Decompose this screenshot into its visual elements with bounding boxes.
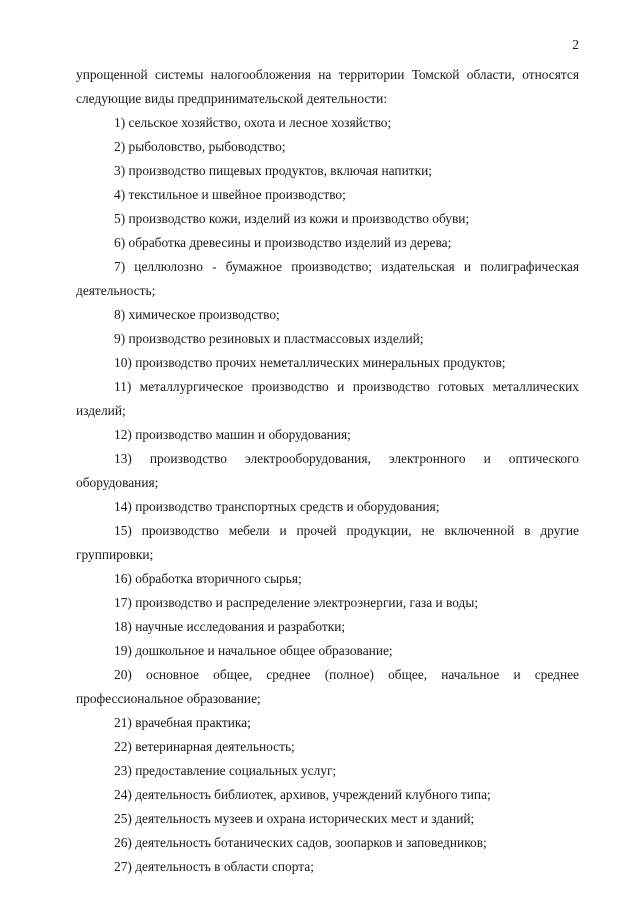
list-item: 7) целлюлозно - бумажное производство; издательская и полиграфическая деятельность; [76, 259, 579, 298]
list-item: 15) производство мебели и прочей продукции, не включенной в другие группировки; [76, 523, 579, 562]
list-item: 13) производство электрооборудования, электронного и оптического оборудования; [76, 451, 579, 490]
list-item: 4) текстильное и швейное производство; [114, 187, 346, 202]
list-item: 1) сельское хозяйство, охота и лесное хозяйство; [114, 115, 392, 130]
list-item: 19) дошкольное и начальное общее образование; [114, 643, 393, 658]
list-item: 26) деятельность ботанических садов, зоопарков и заповедников; [114, 835, 487, 850]
list-item: 11) металлургическое производство и производство готовых металлических изделий; [76, 379, 579, 418]
document-body [76, 63, 579, 879]
list-item: 24) деятельность библиотек, архивов, учреждений клубного типа; [114, 787, 491, 802]
list-item: 6) обработка древесины и производство изделий из дерева; [114, 235, 452, 250]
list-item: 16) обработка вторичного сырья; [114, 571, 302, 586]
list-item: 5) производство кожи, изделий из кожи и производство обуви; [114, 211, 470, 226]
list-item: 23) предоставление социальных услуг; [114, 763, 337, 778]
list-item: 8) химическое производство; [114, 307, 280, 322]
list-item: 3) производство пищевых продуктов, включая напитки; [114, 163, 432, 178]
page-number: 2 [572, 37, 579, 52]
list-item: 21) врачебная практика; [114, 715, 251, 730]
list-item: 27) деятельность в области спорта; [114, 859, 314, 874]
list-item: 14) производство транспортных средств и оборудования; [114, 499, 440, 514]
intro-paragraph: упрощенной системы налогообложения на территории Томской области, относятся следующие виды предпринимательской деятельности: [76, 67, 579, 106]
list-item: 18) научные исследования и разработки; [114, 619, 346, 634]
list-item: 2) рыболовство, рыбоводство; [114, 139, 286, 154]
list-item: 22) ветеринарная деятельность; [114, 739, 295, 754]
list-item: 12) производство машин и оборудования; [114, 427, 351, 442]
list-item: 9) производство резиновых и пластмассовых изделий; [114, 331, 424, 346]
list-item: 20) основное общее, среднее (полное) общее, начальное и среднее профессиональное образование; [76, 667, 579, 706]
activity-list [76, 111, 579, 879]
list-item: 17) производство и распределение электроэнергии, газа и воды; [114, 595, 479, 610]
list-item: 25) деятельность музеев и охрана исторических мест и зданий; [114, 811, 475, 826]
list-item: 10) производство прочих неметаллических минеральных продуктов; [114, 355, 506, 370]
